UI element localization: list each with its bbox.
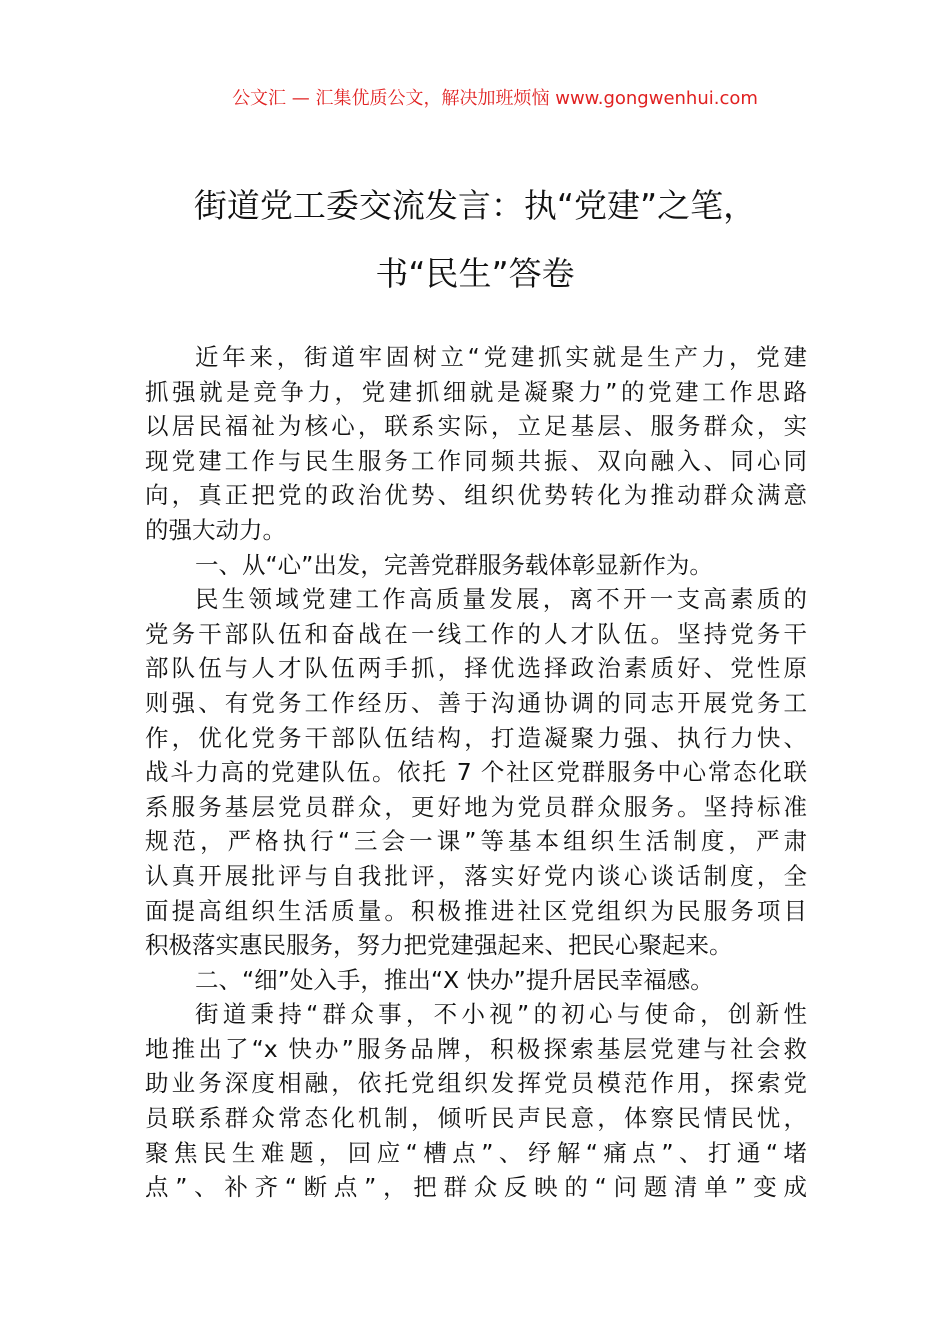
text-line: 规范，严格执行“三会一课”等基本组织生活制度，严肃: [145, 827, 807, 856]
text-line: 一、从“心”出发，完善党群服务载体彰显新作为。: [195, 550, 713, 579]
text-line: 地推出了“x 快办”服务品牌，积极探索基层党建与社会救: [145, 1034, 807, 1063]
text-line: 党务干部队伍和奋战在一线工作的人才队伍。坚持党务干: [145, 619, 807, 648]
text-line: 街道秉持“群众事，不小视”的初心与使命，创新性: [195, 1000, 807, 1029]
text-line: 认真开展批评与自我批评，落实好党内谈心谈话制度，全: [145, 861, 807, 890]
paragraph: [145, 963, 807, 998]
document-body: [145, 340, 807, 1205]
text-line: 系服务基层党员群众，更好地为党员群众服务。坚持标准: [145, 792, 807, 821]
document-title-line-1: 街道党工委交流发言：执“党建”之笔，: [193, 186, 757, 225]
watermark-header: 公文汇 — 汇集优质公文，解决加班烦恼 www.gongwenhui.com: [232, 88, 758, 109]
text-line: 民生领域党建工作高质量发展，离不开一支高素质的: [195, 585, 807, 614]
text-line: 战斗力高的党建队伍。依托 7 个社区党群服务中心常态化联: [145, 758, 807, 787]
text-line: 部队伍与人才队伍两手抓，择优选择政治素质好、党性原: [145, 654, 807, 683]
text-line: 积极落实惠民服务，努力把党建强起来、把民心聚起来。: [145, 931, 733, 960]
text-line: 作，优化党务干部队伍结构，打造凝聚力强、执行力快、: [145, 723, 807, 752]
paragraph: [145, 582, 807, 963]
paragraph: [145, 340, 807, 548]
paragraph: [145, 548, 807, 583]
text-line: 近年来，街道牢固树立“党建抓实就是生产力，党建: [195, 343, 807, 371]
text-line: 抓强就是竞争力，党建抓细就是凝聚力”的党建工作思路: [145, 377, 807, 406]
text-line: 现党建工作与民生服务工作同频共振、双向融入、同心同: [145, 446, 807, 475]
text-line: 则强、有党务工作经历、善于沟通协调的同志开展党务工: [145, 688, 807, 717]
text-line: 面提高组织生活质量。积极推进社区党组织为民服务项目: [145, 896, 807, 925]
text-line: 二、“细”处入手，推出“X 快办”提升居民幸福感。: [195, 965, 714, 994]
document-title-line-2: 书“民生”答卷: [375, 254, 575, 293]
paragraph: [145, 997, 807, 1205]
text-line: 的强大动力。: [145, 515, 286, 544]
text-line: 点”、补齐“断点”，把群众反映的“问题清单”变成: [145, 1173, 807, 1202]
text-line: 助业务深度相融，依托党组织发挥党员模范作用，探索党: [145, 1069, 807, 1098]
text-line: 员联系群众常态化机制，倾听民声民意，体察民情民忧，: [145, 1104, 807, 1133]
text-line: 向，真正把党的政治优势、组织优势转化为推动群众满意: [145, 481, 807, 510]
text-line: 以居民福祉为核心，联系实际，立足基层、服务群众，实: [145, 412, 807, 441]
text-line: 聚焦民生难题，回应“槽点”、纾解“痛点”、打通“堵: [145, 1138, 807, 1167]
